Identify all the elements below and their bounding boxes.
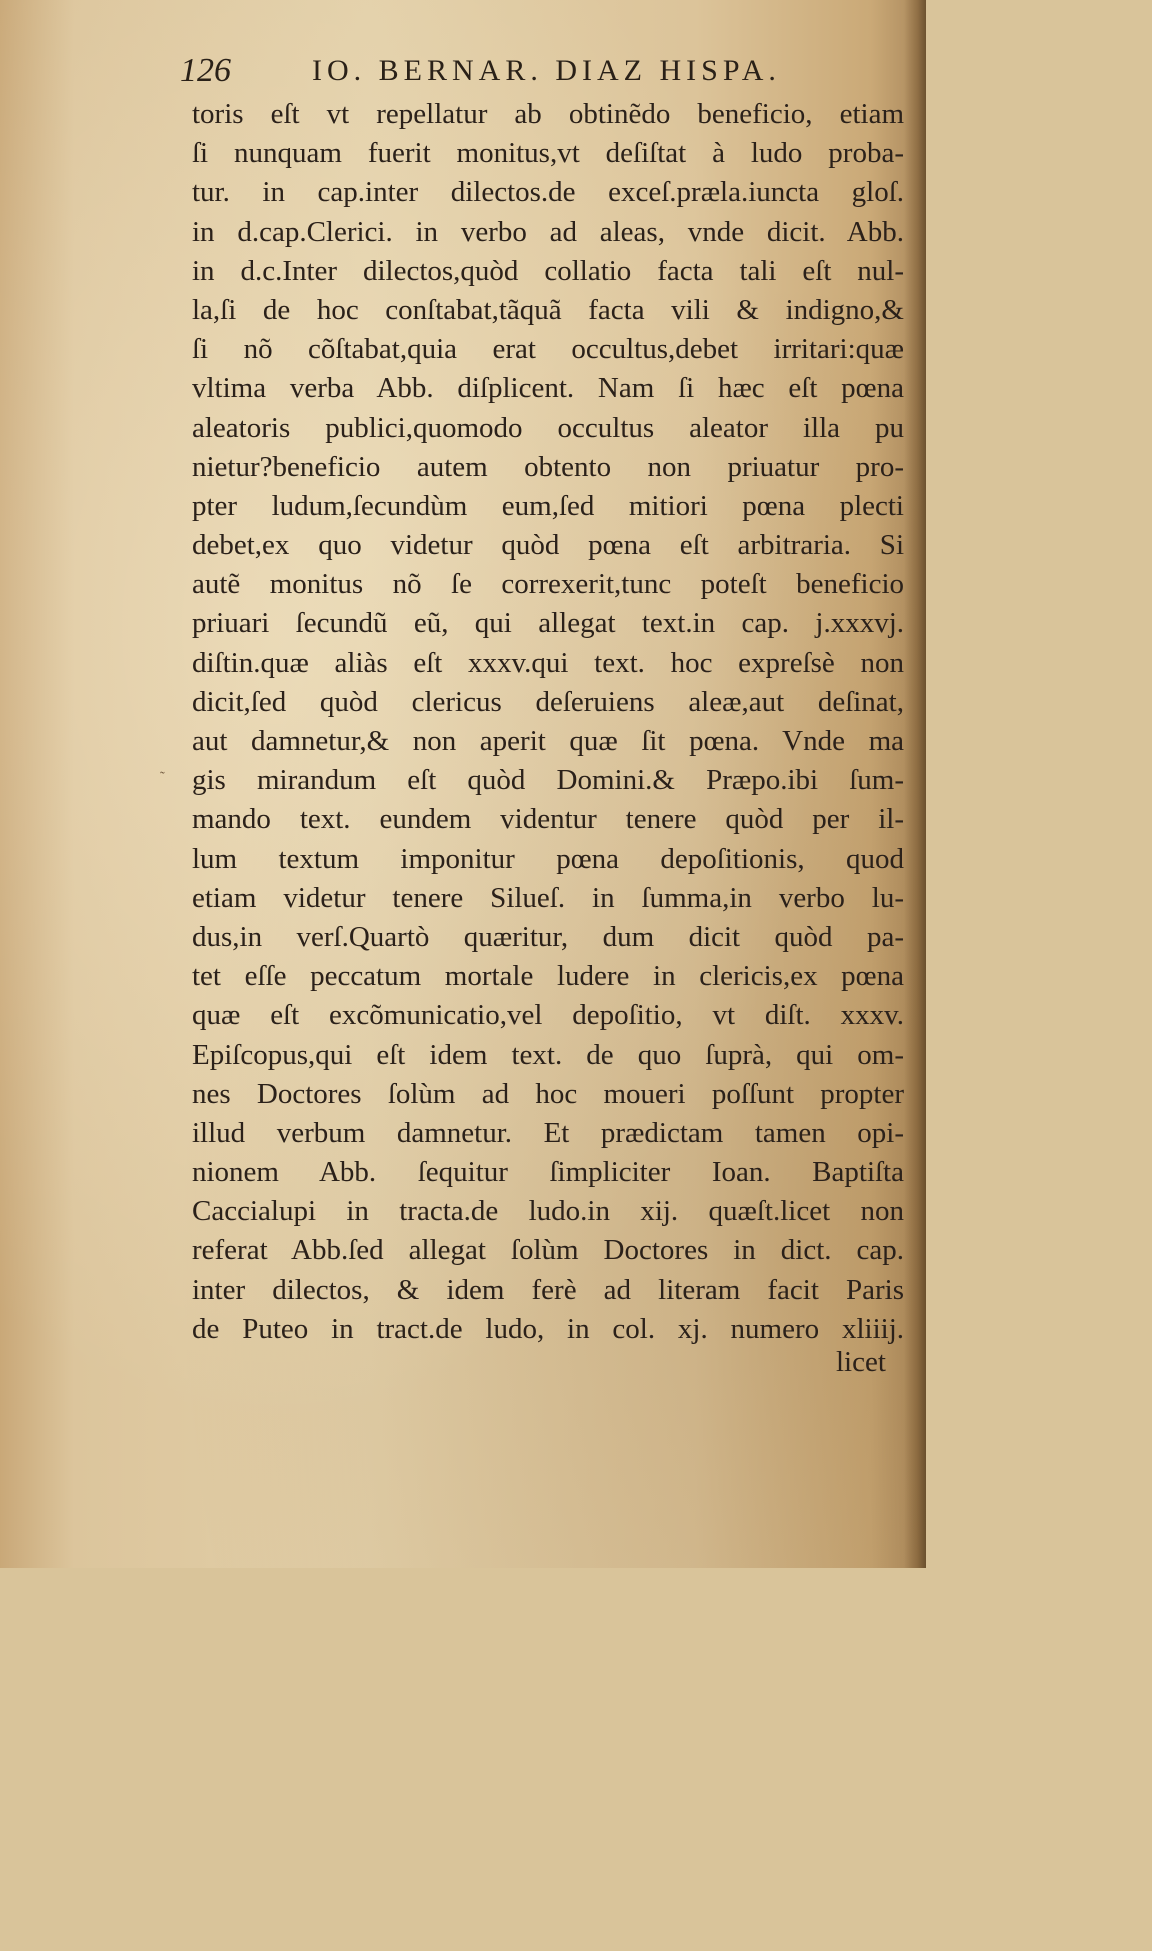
body-text: [192, 95, 904, 1349]
text-line: Caccialupi in tracta.de ludo.in xij. quæſt.licet non: [192, 1195, 904, 1228]
page-number: 126: [180, 52, 231, 89]
text-line: de Puteo in tract.de ludo, in col. xj. numero xliiij.: [192, 1312, 904, 1345]
page-header: [180, 50, 820, 94]
text-line: ſi nunquam fuerit monitus,vt deſiſtat à ludo proba-: [192, 137, 904, 170]
text-line: inter dilectos, & idem ferè ad literam facit Paris: [192, 1273, 904, 1306]
text-line: lum textum imponitur pœna depoſitionis, quod: [192, 842, 904, 875]
text-line: nes Doctores ſolùm ad hoc moueri poſſunt propter: [192, 1077, 904, 1110]
text-line: dicit,ſed quòd clericus deſeruiens aleæ,aut deſinat,: [192, 685, 904, 718]
text-line: debet,ex quo videtur quòd pœna eſt arbitraria. Si: [192, 529, 904, 562]
text-line: Epiſcopus,qui eſt idem text. de quo ſuprà, qui om-: [192, 1038, 904, 1071]
text-line: in d.cap.Clerici. in verbo ad aleas, vnde dicit. Abb.: [192, 215, 904, 248]
text-line: etiam videtur tenere Siluеſ. in ſumma,in verbo lu-: [192, 881, 904, 914]
text-line: toris eſt vt repellatur ab obtinẽdo beneficio, etiam: [192, 98, 904, 130]
page-edge-shadow: [904, 0, 926, 1568]
text-line: mando text. eundem videntur tenere quòd per il-: [192, 803, 904, 836]
text-line: la,ſi de hoc conſtabat,tãquã facta vili & indigno,&: [192, 293, 904, 326]
text-line: ſi nõ cõſtabat,quia erat occultus,debet irritari:quæ: [192, 333, 904, 366]
text-line: referat Abb.ſed allegat ſolùm Doctores in dict. cap.: [192, 1234, 904, 1267]
text-line: nietur?beneficio autem obtento non priuatur pro-: [192, 450, 904, 483]
text-line: tet eſſe peccatum mortale ludere in clericis,ex pœna: [192, 960, 904, 993]
text-line: aut damnetur,& non aperit quæ ſit pœna. Vnde ma: [192, 725, 904, 757]
text-line: autẽ monitus nõ ſe correxerit,tunc poteſt beneficio: [192, 568, 904, 601]
text-line: in d.c.Inter dilectos,quòd collatio facta tali eſt nul-: [192, 254, 904, 287]
text-line: quæ eſt excõmunicatio,vel depoſitio, vt diſt. xxxv.: [192, 999, 904, 1032]
text-line: dus,in verſ.Quartò quæritur, dum dicit quòd pa-: [192, 920, 904, 953]
text-line: nionem Abb. ſequitur ſimpliciter Ioan. Baptiſta: [192, 1156, 904, 1189]
text-line: diſtin.quæ aliàs eſt xxxv.qui text. hoc expreſsè non: [192, 646, 904, 679]
text-line: aleatoris publici,quomodo occultus aleator illa pu: [192, 411, 904, 444]
text-line: vltima verba Abb. diſplicent. Nam ſi hæc eſt pœna: [192, 372, 904, 405]
text-line: priuari ſecundũ eũ, qui allegat text.in cap. j.xxxvj.: [192, 607, 904, 640]
catchword: licet: [836, 1346, 886, 1378]
text-line: gis mirandum eſt quòd Domini.& Præpo.ibi ſum-: [192, 764, 904, 797]
text-line: tur. in cap.inter dilectos.de exceſ.prælа.iuncta gloſ.: [192, 176, 904, 209]
text-line: pter ludum,ſecundùm eum,ſed mitiori pœna plecti: [192, 489, 904, 522]
running-head: IO. BERNAR. DIAZ HISPA.: [312, 54, 781, 87]
text-line: illud verbum damnetur. Et prædictam tamen opi-: [192, 1116, 904, 1149]
marginal-mark: ˜: [160, 770, 165, 785]
